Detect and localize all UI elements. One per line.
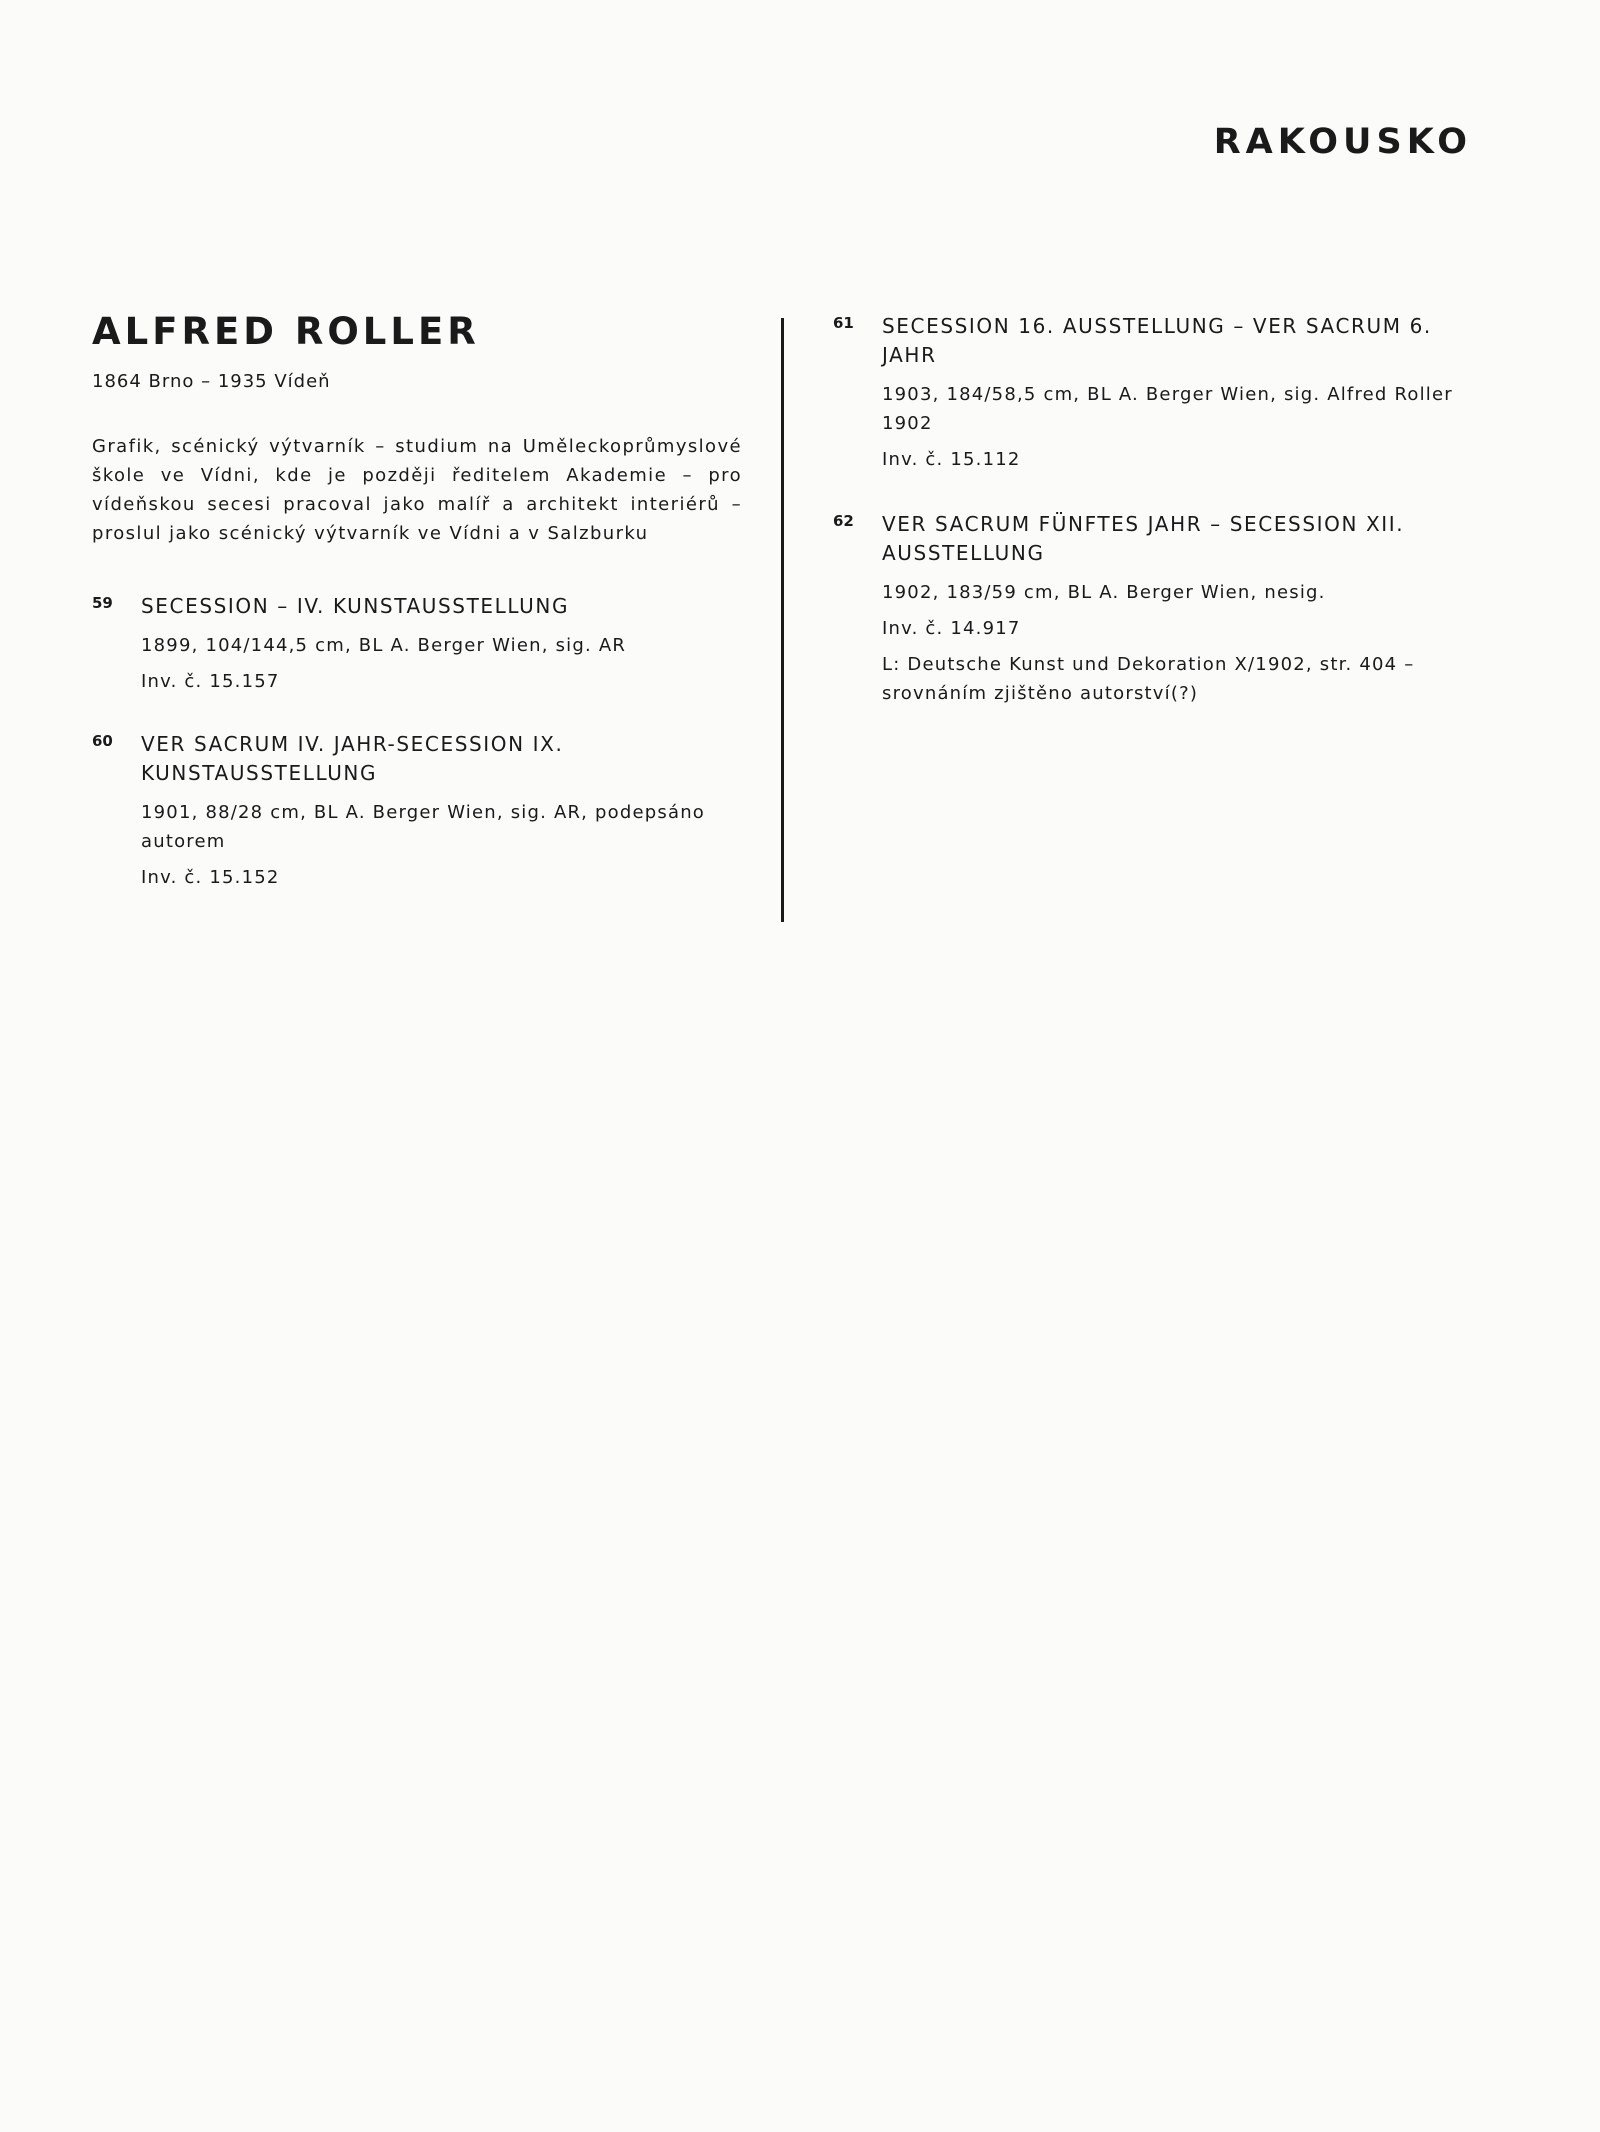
catalogue-entry-60 — [92, 730, 742, 892]
entry-inventory: Inv. č. 15.157 — [141, 671, 280, 692]
entry-literature-note: L: Deutsche Kunst und Dekoration X/1902, str. 404 – srovnáním zjištěno autorství(?) — [882, 654, 1415, 704]
entry-details: 1902, 183/59 cm, BL A. Berger Wien, nesig. — [882, 582, 1326, 603]
entry-title: VER SACRUM IV. JAHR-SECESSION IX. KUNSTAUSSTELLUNG — [141, 732, 564, 785]
entry-inventory: Inv. č. 15.112 — [882, 449, 1021, 470]
left-column — [92, 306, 742, 899]
entry-inventory: Inv. č. 15.152 — [141, 867, 280, 888]
artist-biography: Grafik, scénický výtvarník – studium na Uměleckoprůmyslové škole ve Vídni, kde je později ředitelem Akademie – pro vídeňskou secesi pracoval jako malíř a architekt interiérů – proslul jako scénický výtvarník ve Vídni a v Salzburku — [92, 436, 742, 544]
entry-number: 59 — [92, 594, 113, 612]
column-divider — [781, 318, 784, 922]
entry-number: 62 — [833, 512, 854, 530]
entry-number: 61 — [833, 314, 854, 332]
entry-details: 1901, 88/28 cm, BL A. Berger Wien, sig. AR, podepsáno autorem — [141, 802, 706, 852]
artist-life-dates: 1864 Brno – 1935 Vídeň — [92, 371, 331, 392]
artist-name: ALFRED ROLLER — [92, 310, 480, 353]
country-heading: RAKOUSKO — [1213, 122, 1472, 162]
right-column — [833, 312, 1483, 715]
entry-number: 60 — [92, 732, 113, 750]
catalogue-entry-59 — [92, 592, 742, 696]
entry-title: SECESSION 16. AUSSTELLUNG – VER SACRUM 6. JAHR — [882, 314, 1432, 367]
entry-details: 1899, 104/144,5 cm, BL A. Berger Wien, sig. AR — [141, 635, 627, 656]
entry-title: SECESSION – IV. KUNSTAUSSTELLUNG — [141, 594, 570, 618]
catalogue-entry-61 — [833, 312, 1483, 474]
entry-title: VER SACRUM FÜNFTES JAHR – SECESSION XII. AUSSTELLUNG — [882, 512, 1405, 565]
entry-details: 1903, 184/58,5 cm, BL A. Berger Wien, sig. Alfred Roller 1902 — [882, 384, 1453, 434]
catalogue-entry-62 — [833, 510, 1483, 708]
entry-inventory: Inv. č. 14.917 — [882, 618, 1021, 639]
